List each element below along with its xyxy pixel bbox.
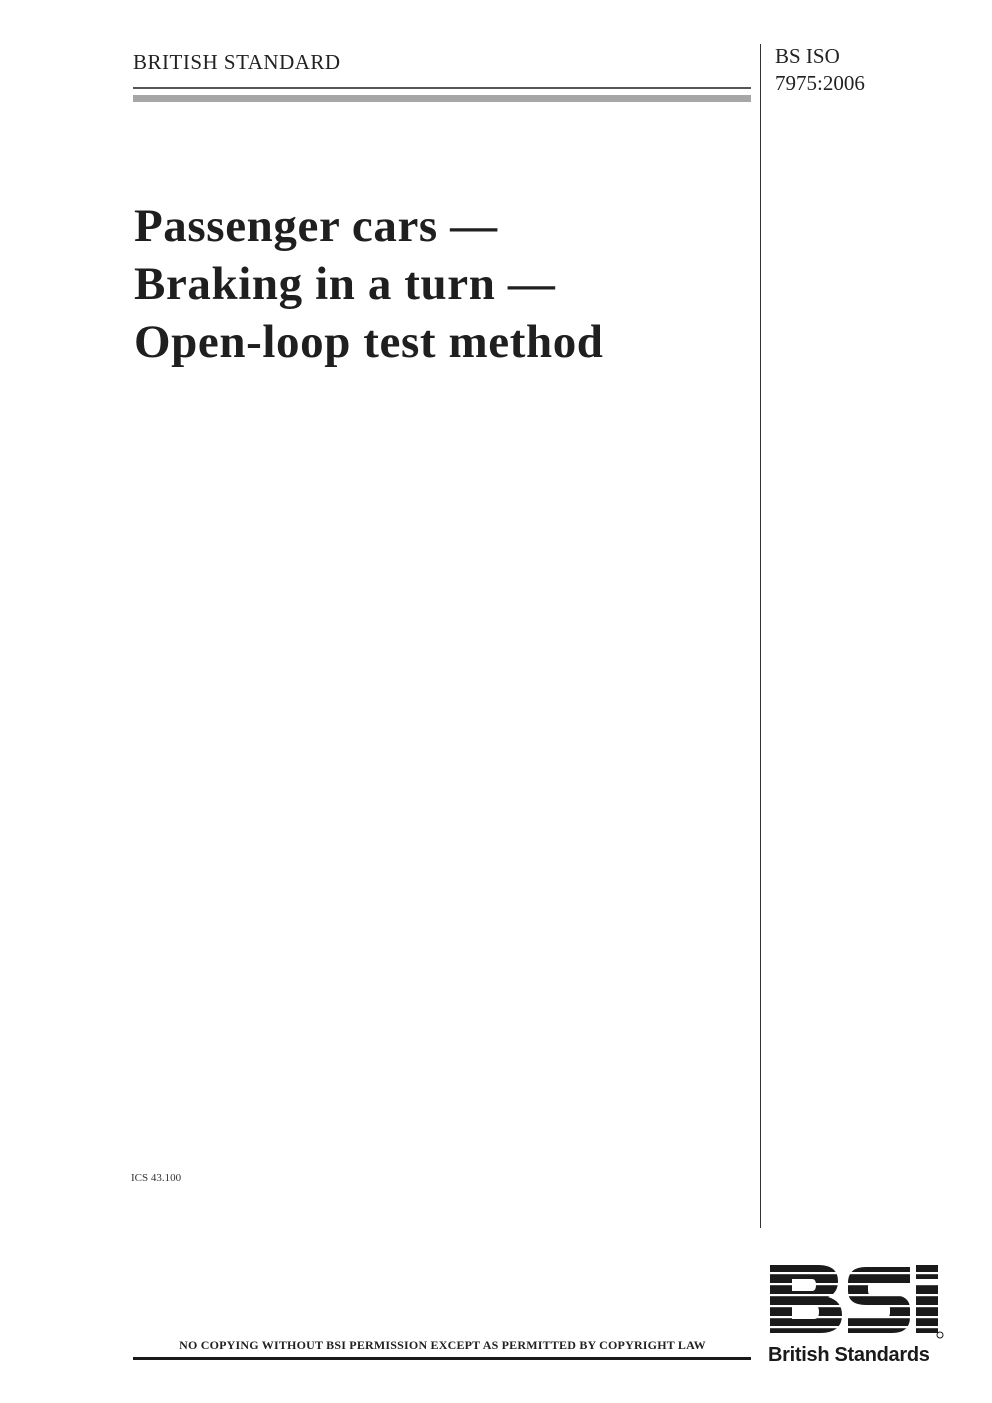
document-number-line2: 7975:2006 [775, 71, 865, 95]
header-rule-thick [133, 95, 751, 102]
logo-letter-i [916, 1285, 938, 1333]
copyright-notice: NO COPYING WITHOUT BSI PERMISSION EXCEPT AS PERMITTED BY COPYRIGHT LAW [179, 1338, 706, 1352]
footer-rule [133, 1357, 751, 1360]
logo-stripe [768, 1294, 944, 1296]
document-number-line1: BS ISO [775, 44, 840, 68]
logo-stripe [768, 1316, 944, 1318]
title-line3: Open-loop test method [134, 316, 604, 368]
logo-letter-b [770, 1265, 842, 1333]
title-line2: Braking in a turn — [134, 258, 556, 310]
ics-code: ICS 43.100 [131, 1172, 182, 1184]
header-label: BRITISH STANDARD [133, 50, 341, 74]
logo-stripe [768, 1305, 944, 1307]
header-rule-thin [133, 87, 751, 89]
document-number [775, 43, 865, 97]
title-line1: Passenger cars — [134, 200, 498, 252]
document-title [134, 197, 604, 371]
vertical-divider [760, 44, 761, 1228]
logo-letter-s [848, 1267, 910, 1333]
logo-name: British Standards [768, 1344, 930, 1366]
registered-mark-icon [937, 1332, 943, 1338]
logo-stripe [768, 1326, 944, 1328]
logo-stripe [768, 1283, 944, 1285]
logo-stripe [768, 1272, 944, 1274]
